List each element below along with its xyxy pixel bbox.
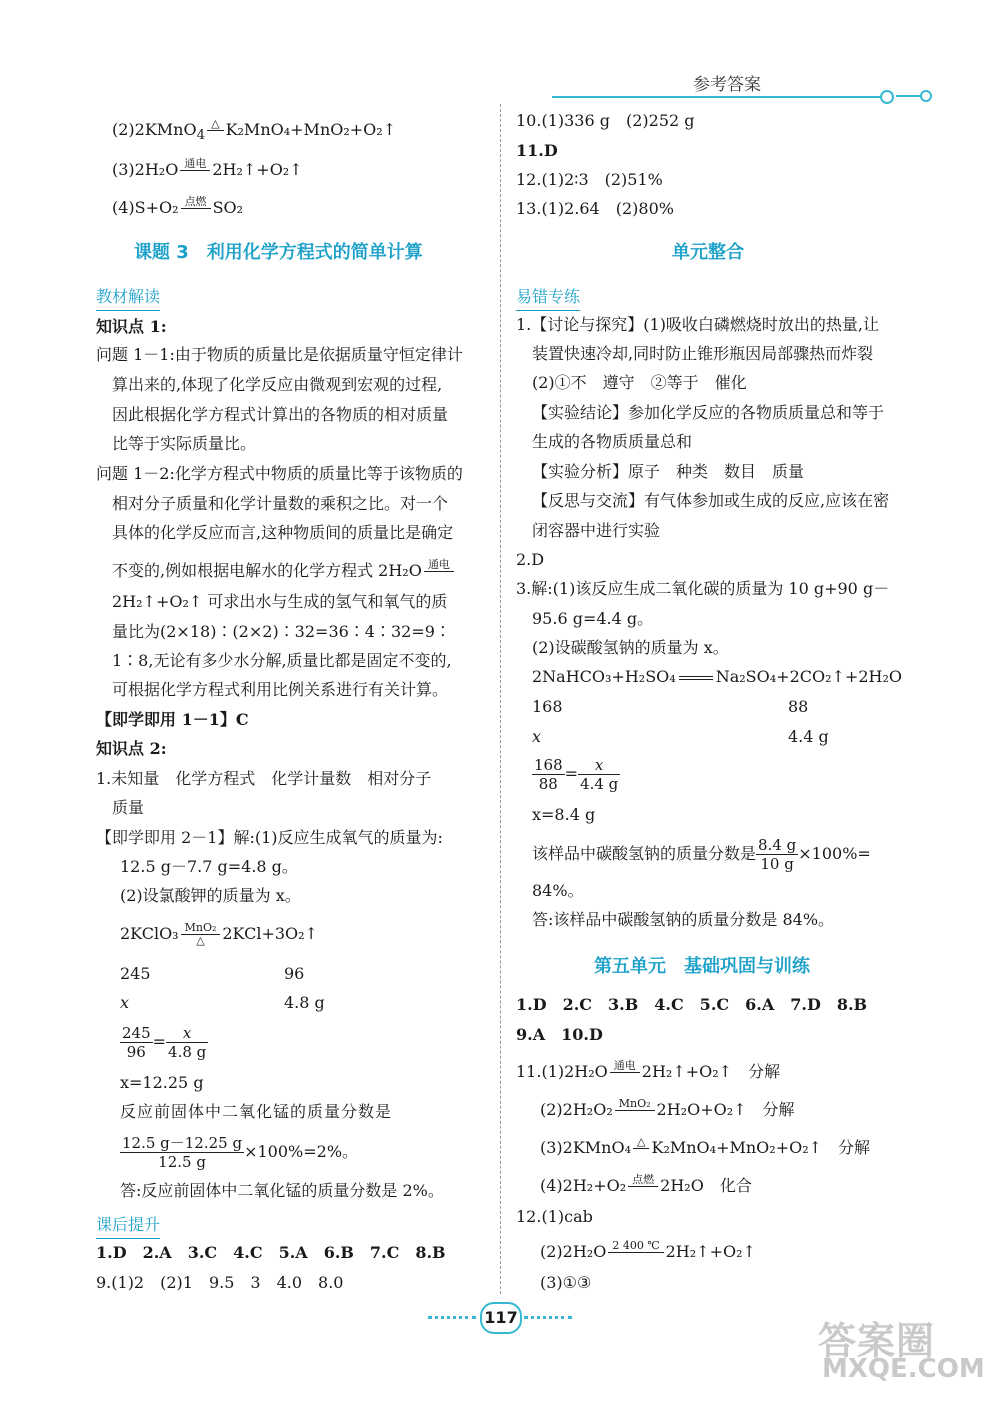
- condition-top: △: [633, 1136, 649, 1149]
- eq-text: 2H₂O+O₂↑ 分解: [656, 1100, 795, 1119]
- paragraph-line: (2)设氯酸钾的质量为 x。: [120, 886, 301, 905]
- var-right: 4.4 g: [788, 727, 829, 746]
- paragraph-line: 1∶8,无论有多少水分解,质量比都是固定不变的,: [112, 651, 452, 670]
- condition: [181, 922, 221, 947]
- eq-text: 2KCl+3O₂↑: [222, 924, 318, 943]
- paragraph-line: 1.【讨论与探究】(1)吸收白磷燃烧时放出的热量,让: [516, 315, 880, 334]
- eq-text: 2H₂↑+O₂↑ 分解: [641, 1062, 781, 1081]
- condition: [633, 1136, 649, 1161]
- paragraph-line: 相对分子质量和化学计量数的乘积之比。对一个: [112, 494, 449, 513]
- condition-top: 通电: [610, 1060, 640, 1073]
- fraction: [756, 836, 798, 873]
- eq-text: =: [564, 764, 579, 783]
- condition: [615, 1098, 655, 1123]
- paragraph-line: (2)设碳酸氢钠的质量为 x。: [532, 638, 729, 657]
- eq-text: (4)S+O₂: [112, 198, 179, 217]
- condition-top: △: [207, 118, 223, 131]
- paragraph-line: 【反思与交流】有气体参加或生成的反应,应该在密: [532, 491, 890, 510]
- numerator: 12.5 g－12.25 g: [122, 1134, 243, 1152]
- eq-text: K₂MnO₄+MnO₂+O₂↑: [225, 120, 397, 139]
- knowledge-point-1: 知识点 1:: [96, 317, 167, 336]
- column-divider: [500, 104, 501, 1294]
- watermark-url: MXQE.COM: [822, 1354, 985, 1384]
- answer-row: 9.A 10.D: [516, 1025, 603, 1044]
- condition: [180, 158, 210, 183]
- var-left: x: [120, 993, 130, 1012]
- condition: [424, 559, 454, 584]
- paragraph-text: 该样品中碳酸氢钠的质量分数是: [532, 844, 757, 863]
- numerator: 8.4 g: [758, 836, 797, 854]
- paragraph-line: 闭容器中进行实验: [532, 521, 661, 540]
- paragraph-line: (2)①不 遵守 ②等于 催化: [532, 373, 747, 392]
- answer-10: 10.(1)336 g (2)252 g: [516, 111, 695, 130]
- fraction: [578, 756, 620, 793]
- paragraph-line: 生成的各物质质量总和: [532, 432, 693, 451]
- eq-text: (2)2KMnO: [112, 120, 197, 139]
- paragraph-line: 量比为(2×18)∶(2×2)∶32=36∶4∶32=9∶: [112, 622, 451, 641]
- proportion: [532, 756, 620, 793]
- eq-text: (4)2H₂+O₂: [540, 1176, 627, 1195]
- numerator: 168: [534, 756, 563, 774]
- answer-13: 13.(1)2.64 (2)80%: [516, 199, 674, 218]
- eq-text: ×100%=: [798, 844, 871, 863]
- mass-right: 88: [788, 697, 809, 716]
- header-circle-icon: [880, 90, 894, 104]
- equation-nahco3: [532, 666, 902, 688]
- paragraph-line: 2H₂↑+O₂↑ 可求出水与生成的氢气和氧气的质: [112, 592, 448, 611]
- paragraph-line: 具体的化学反应而言,这种物质间的质量比是确定: [112, 523, 454, 542]
- watermark-logo: 答案圈: [818, 1319, 936, 1363]
- paragraph-line: 问题 1－2:化学方程式中物质的质量比等于该物质的: [96, 464, 463, 483]
- equals-sign: [679, 676, 713, 680]
- condition-top: 点燃: [181, 196, 211, 209]
- eq-text: Na₂SO₄+2CO₂↑+2H₂O: [715, 667, 902, 686]
- answer-2: 2.D: [516, 550, 545, 569]
- answer-12-2: [540, 1240, 756, 1265]
- section-title-lesson3: 课题 3 利用化学方程式的简单计算: [134, 242, 423, 263]
- denominator: 10 g: [760, 855, 794, 873]
- condition: [628, 1174, 658, 1199]
- percentage-calc: [120, 1134, 358, 1171]
- answer-row: 1.D 2.C 3.B 4.C 5.C 6.A 7.D 8.B: [516, 995, 868, 1014]
- eq-text: 2H₂↑+O₂↑: [665, 1242, 756, 1261]
- denominator: 4.8 g: [168, 1043, 207, 1061]
- eq-text: ×100%=2%。: [244, 1142, 359, 1161]
- equation-2: (2)2KMnO$_4$ △ K₂MnO₄+MnO₂+O₂↑: [112, 117, 397, 144]
- eq-text: 2NaHCO₃+H₂SO₄: [532, 667, 676, 686]
- mass-left: 168: [532, 697, 563, 716]
- answer-row: 9.(1)2 (2)1 9.5 3 4.0 8.0: [96, 1273, 344, 1292]
- answer-line: 答:反应前固体中二氧化锰的质量分数是 2%。: [120, 1181, 444, 1200]
- denominator: 88: [538, 775, 558, 793]
- x-value: x=8.4 g: [532, 805, 596, 824]
- x-value: x=12.25 g: [120, 1073, 204, 1092]
- fraction: [120, 1134, 244, 1171]
- paragraph-line: 比等于实际质量比。: [112, 434, 257, 453]
- answer-11: 11.D: [516, 141, 558, 160]
- equation-3: [112, 158, 303, 183]
- equation-4: [112, 196, 243, 221]
- denominator: 4.4 g: [580, 775, 619, 793]
- section-title-unit-review: 单元整合: [672, 242, 744, 263]
- header-circle-small-icon: [920, 90, 932, 102]
- subheading-after-class: 课后提升: [96, 1212, 160, 1235]
- paragraph-line: 1.未知量 化学方程式 化学计量数 相对分子: [96, 769, 432, 788]
- header-rule: [552, 96, 882, 98]
- percentage-calc: [532, 836, 871, 873]
- paragraph-text: 不变的,例如根据电解水的化学方程式 2H₂O: [112, 561, 422, 580]
- eq-text: 2H₂↑+O₂↑: [212, 160, 303, 179]
- answer-12-1: 12.(1)cab: [516, 1207, 593, 1226]
- paragraph-line: 质量: [112, 798, 145, 817]
- subheading-error-practice: 易错专练: [516, 284, 580, 307]
- answer-11-3: [540, 1136, 870, 1161]
- page-number-dots-right: [524, 1316, 572, 1319]
- mass-left: 245: [120, 964, 151, 983]
- condition-top: 点燃: [628, 1174, 658, 1187]
- equation-kclo3: [120, 922, 318, 947]
- answer-row: 1.D 2.A 3.C 4.C 5.A 6.B 7.C 8.B: [96, 1243, 446, 1262]
- fraction: [166, 1024, 208, 1061]
- page-number-dots-left: [428, 1316, 476, 1319]
- condition-top: 2 400 ℃: [608, 1240, 663, 1253]
- eq-text: 2H₂O 化合: [660, 1176, 752, 1195]
- paragraph-line: [112, 559, 456, 584]
- denominator: 96: [126, 1043, 146, 1061]
- numerator: x: [578, 756, 620, 775]
- paragraph-line: 算出来的,体现了化学反应由微观到宏观的过程,: [112, 375, 443, 394]
- result-line: 84%。: [532, 881, 584, 900]
- eq-text: 11.(1)2H₂O: [516, 1062, 608, 1081]
- denominator: 12.5 g: [158, 1153, 206, 1171]
- page-number: 117: [480, 1302, 522, 1334]
- paragraph-line: 95.6 g=4.4 g。: [532, 609, 654, 628]
- condition: [608, 1240, 663, 1265]
- knowledge-point-2: 知识点 2:: [96, 739, 167, 758]
- answer-12-3: (3)①③: [540, 1273, 592, 1292]
- paragraph-line: 【实验结论】参加化学反应的各物质质量总和等于: [532, 403, 885, 422]
- paragraph-line: 可根据化学方程式利用比例关系进行有关计算。: [112, 680, 449, 699]
- eq-text: (2)2H₂O₂: [540, 1100, 613, 1119]
- var-right: 4.8 g: [284, 993, 325, 1012]
- condition-top: 通电: [424, 559, 454, 572]
- practice-1-1: 【即学即用 1－1】C: [96, 710, 249, 729]
- subheading-textbook-reading: 教材解读: [96, 284, 160, 307]
- fraction: [120, 1024, 153, 1061]
- proportion: [120, 1024, 208, 1061]
- fraction: [532, 756, 565, 793]
- eq-text: K₂MnO₄+MnO₂+O₂↑ 分解: [651, 1138, 871, 1157]
- paragraph-line: 问题 1－1:由于物质的质量比是依据质量守恒定律计: [96, 345, 463, 364]
- numerator: x: [166, 1024, 208, 1043]
- condition-top: MnO₂: [181, 922, 221, 935]
- practice-2-1: 【即学即用 2－1】解:(1)反应生成氧气的质量为:: [96, 828, 443, 847]
- answer-12: 12.(1)2∶3 (2)51%: [516, 170, 663, 189]
- condition: [610, 1060, 640, 1085]
- paragraph-line: 装置快速冷却,同时防止锥形瓶因局部骤热而炸裂: [532, 344, 874, 363]
- condition-bottom: △: [196, 934, 205, 947]
- paragraph-line: 【实验分析】原子 种类 数目 质量: [532, 462, 805, 481]
- condition-top: MnO₂: [615, 1098, 655, 1111]
- paragraph-line: 因此根据化学方程式计算出的各物质的相对质量: [112, 405, 449, 424]
- header-rule-tail: [896, 95, 922, 97]
- answer-11-4: [540, 1174, 752, 1199]
- eq-text: =: [152, 1032, 167, 1051]
- paragraph-line: 3.解:(1)该反应生成二氧化碳的质量为 10 g+90 g－: [516, 579, 890, 598]
- section-title-unit5: 第五单元 基础巩固与训练: [594, 956, 810, 977]
- eq-text: SO₂: [212, 198, 244, 217]
- var-left: x: [532, 727, 542, 746]
- running-header-title: 参考答案: [693, 75, 761, 95]
- answer-line: 答:该样品中碳酸氢钠的质量分数是 84%。: [532, 910, 835, 929]
- mass-right: 96: [284, 964, 305, 983]
- paragraph-line: 12.5 g－7.7 g=4.8 g。: [120, 857, 298, 876]
- paragraph-line: 反应前固体中二氧化锰的质量分数是: [120, 1102, 393, 1121]
- eq-text: 2KClO₃: [120, 924, 179, 943]
- eq-text: (3)2H₂O: [112, 160, 179, 179]
- numerator: 245: [122, 1024, 151, 1042]
- answer-11-1: [516, 1060, 780, 1085]
- condition-top: 通电: [180, 158, 210, 171]
- eq-text: (3)2KMnO₄: [540, 1138, 632, 1157]
- condition: [181, 196, 211, 221]
- condition: [207, 118, 223, 143]
- answer-11-2: [540, 1098, 795, 1123]
- eq-text: (2)2H₂O: [540, 1242, 607, 1261]
